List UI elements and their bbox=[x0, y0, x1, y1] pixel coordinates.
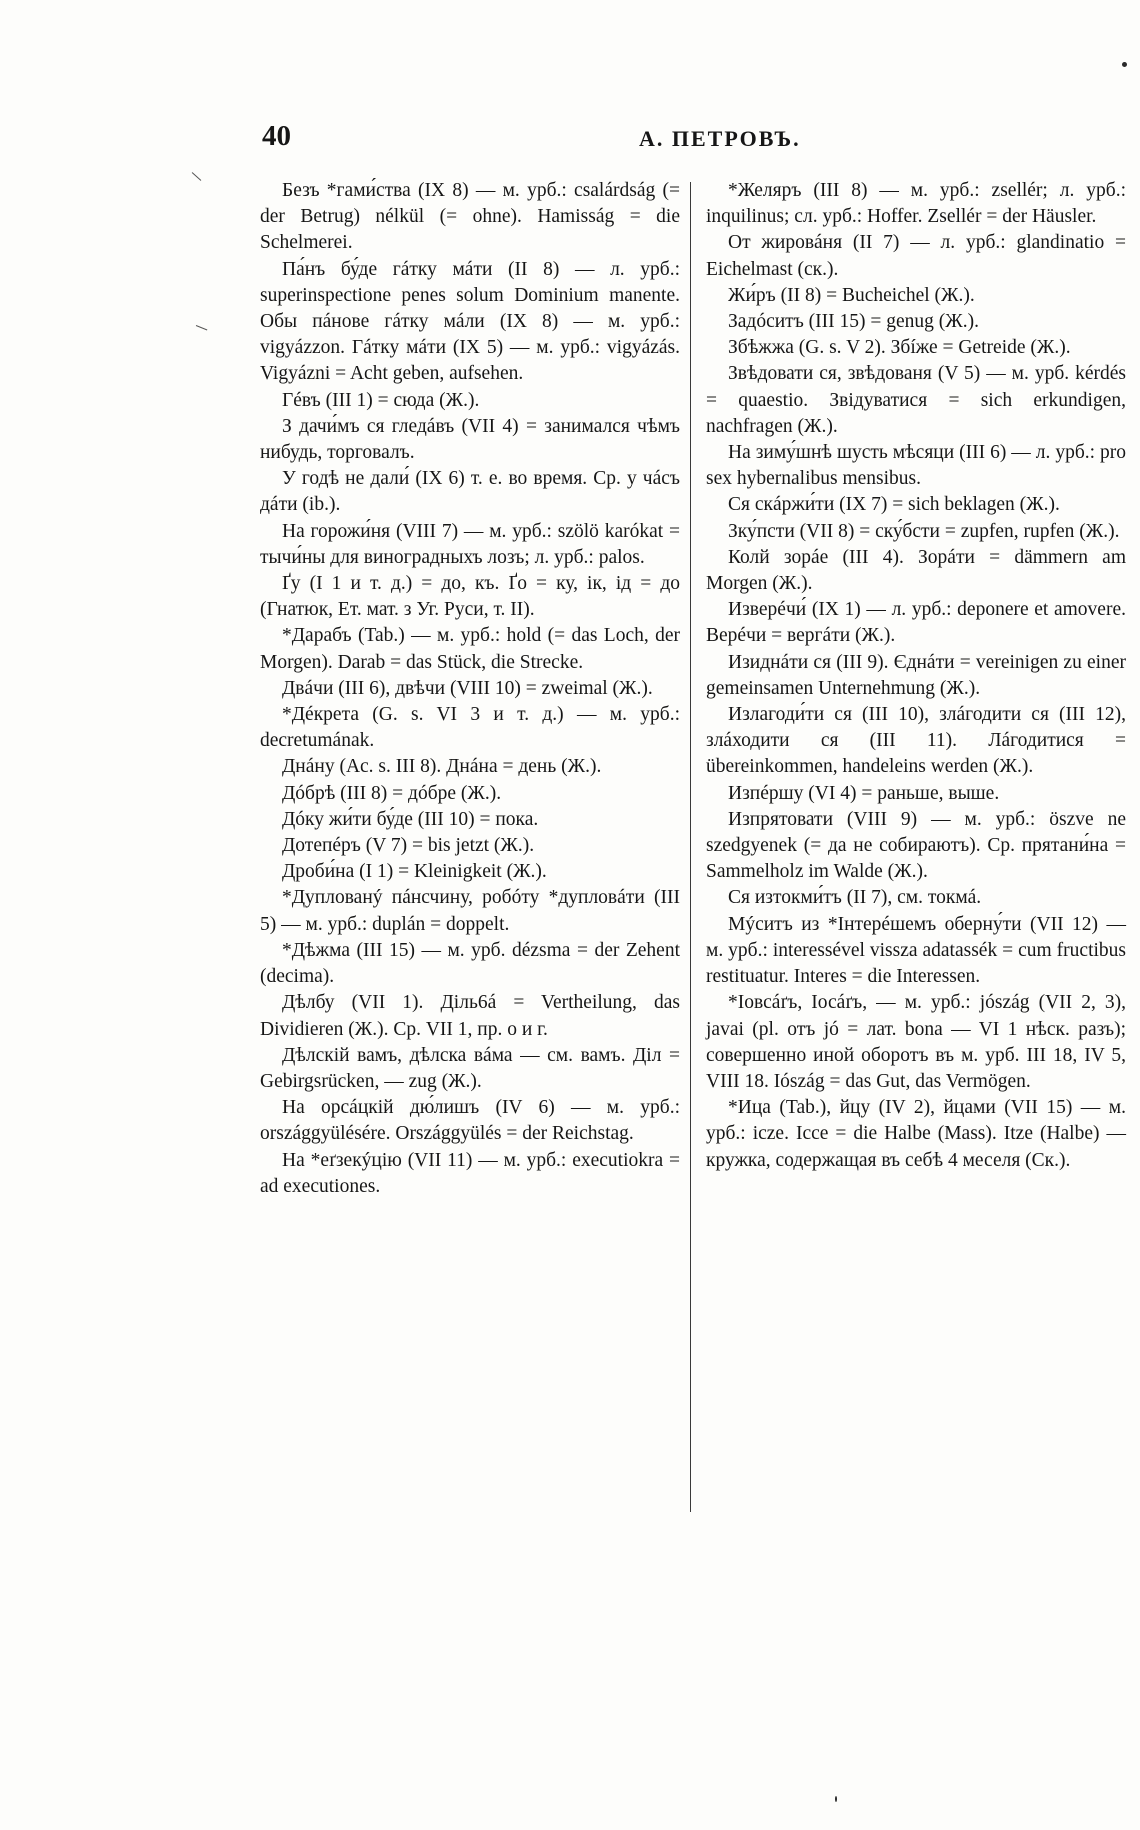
dictionary-entry: Безъ *гами́ства (IX 8) — м. урб.: csalárdság (= der Betrug) nélkül (= ohne). Hamisság = die Schelmerei. bbox=[260, 180, 680, 254]
dictionary-entry: Гéвъ (III 1) = сюда (Ж.). bbox=[282, 389, 480, 411]
dictionary-entry: Ґу (I 1 и т. д.) = до, къ. Ґо = ку, ік, ід = до (Гнатюк, Ет. мат. з Уг. Руси, т. II). bbox=[260, 573, 680, 621]
dictionary-entry: Изпéршу (VI 4) = раньше, выше. bbox=[728, 782, 1000, 804]
dictionary-entry: Изиднáти ся (III 9). Єднáти = vereinigen zu einer gemeinsamen Unternehmung (Ж.). bbox=[706, 651, 1126, 699]
dictionary-entry: *Дуплованý пáнсчину, робóту *дупловáти (III 5) — м. урб.: duplán = doppelt. bbox=[260, 887, 680, 935]
scan-mark bbox=[192, 172, 202, 181]
dictionary-entry: Звѣдовати ся, звѣдованя (V 5) — м. урб. kérdés = quaestio. Звідуватися = sich erkundigen, nachfragen (Ж.). bbox=[706, 363, 1126, 437]
dictionary-entry: Колй зорáе (III 4). Зорáти = dämmern am Morgen (Ж.). bbox=[706, 546, 1126, 595]
page-number: 40 bbox=[262, 120, 291, 152]
dictionary-entry: *Желяръ (III 8) — м. урб.: zsellér; л. урб.: inquilinus; сл. урб.: Hoffer. Zsellér = der Häusler. bbox=[706, 180, 1126, 228]
left-column bbox=[260, 178, 680, 1200]
dictionary-entry: *Іовсáґъ, Іосáґъ, — м. урб.: jószág (VII 2, 3), javai (pl. отъ jó = лат. bona — VI 1 нѣск. разъ); совершенно иной оборотъ въ м. урб. III 18, IV 5, VIII 18. Iószág = das Gut, das Vermögen. bbox=[706, 992, 1126, 1092]
dictionary-entry: Па́нъ бу́де гáтку мáти (II 8) — л. урб.: superinspectione penes solum Dominium manente. Обы пáнове гáтку мáли (IX 8) — м. урб.: vigyázzon. Гáтку мáти (IX 5) — м. урб.: vigyázás. Vigyázni = Acht geben, aufsehen. bbox=[260, 258, 680, 385]
dictionary-entry: Двáчи (III 6), двѣчи (VIII 10) = zweimal (Ж.). bbox=[282, 677, 653, 699]
dictionary-entry: Дѣлскій вамъ, дѣлска вáма — см. вамъ. Діл = Gebirgsrücken, — zug (Ж.). bbox=[260, 1044, 680, 1092]
dictionary-entry: Збѣжжа (G. s. V 2). Збíже = Getreide (Ж.). bbox=[728, 337, 1071, 359]
dictionary-entry: Изпрятовати (VIII 9) — м. урб.: öszve ne szedgyenek (= да не собираютъ). Ср. прятани́на = Sammelholz im Walde (Ж.). bbox=[706, 808, 1126, 883]
dictionary-entry: У годѣ не дали́ (IX 6) т. е. во время. Ср. у чáсъ дáти (ib.). bbox=[260, 468, 680, 516]
dictionary-entry: Ся изтокми́тъ (II 7), см. токмá. bbox=[728, 887, 982, 909]
dictionary-entry: Задóситъ (III 15) = genug (Ж.). bbox=[728, 311, 979, 333]
dictionary-entry: *Ица (Tab.), йцу (IV 2), йцами (VII 15) — м. урб.: icze. Icce = die Halbe (Mass). Itze (Halbe) — кружка, содержащая въ себѣ 4 меселя (Ск.). bbox=[706, 1097, 1126, 1171]
dictionary-entry: Дóбрѣ (III 8) = дóбре (Ж.). bbox=[282, 782, 502, 804]
column-divider bbox=[690, 182, 691, 1512]
dictionary-entry: На горожи́ня (VIII 7) — м. урб.: szölö karókat = тычи́ны для виноградныхъ лозъ; л. урб.: palos. bbox=[260, 520, 680, 568]
dictionary-entry: На орсáцкій дю́лишъ (IV 6) — м. урб.: országgyülésére. Országgyülés = der Reichstag. bbox=[260, 1097, 680, 1145]
dictionary-entry: Жи́ръ (II 8) = Bucheichel (Ж.). bbox=[728, 284, 975, 306]
dictionary-entry: Зку́псти (VII 8) = ску́бсти = zupfen, rupfen (Ж.). bbox=[728, 520, 1120, 542]
dictionary-entry: Дѣлбу (VII 1). Діль6á = Vertheilung, das Dividieren (Ж.). Ср. VII 1, пр. о и г. bbox=[260, 992, 680, 1040]
dictionary-entry: Дотепéръ (V 7) = bis jetzt (Ж.). bbox=[282, 835, 535, 857]
dictionary-entry: Днáну (Ac. s. III 8). Днáна = день (Ж.). bbox=[282, 756, 602, 778]
dictionary-entry: *Дѣжма (III 15) — м. урб. dézsma = der Zehent (decima). bbox=[260, 939, 680, 988]
scan-speck bbox=[835, 1796, 837, 1802]
right-column bbox=[706, 178, 1126, 1174]
dictionary-entry: Дóку жи́ти бу́де (III 10) = пока. bbox=[282, 808, 539, 830]
dictionary-entry: *Дéкрета (G. s. VI 3 и т. д.) — м. урб.: decretumának. bbox=[260, 704, 680, 752]
running-title: А. ПЕТРОВЪ. bbox=[639, 126, 801, 151]
dictionary-entry: Изверéчи́ (IX 1) — л. урб.: deponere et amovere. Верéчи = вергáти (Ж.). bbox=[706, 599, 1126, 647]
dictionary-entry: Ся скáржи́ти (IX 7) = sich beklagen (Ж.). bbox=[728, 494, 1060, 516]
scan-mark bbox=[196, 325, 208, 331]
dictionary-entry: На зиму́шнѣ шусть мѣсяци (III 6) — л. урб.: pro sex hybernalibus mensibus. bbox=[706, 442, 1126, 490]
dictionary-entry: Излагоди́ти ся (III 10), злáгодити ся (III 12), злáходити ся (III 11). Лáгодитися = übereinkommen, handeleins werden (Ж.). bbox=[706, 704, 1126, 778]
dictionary-entry: На *еґзекýцію (VII 11) — м. урб.: executiokra = ad executiones. bbox=[260, 1149, 680, 1197]
scan-speck bbox=[1122, 62, 1127, 67]
dictionary-entry: *Дарабъ (Tab.) — м. урб.: hold (= das Loch, der Morgen). Darab = das Stück, die Strecke. bbox=[260, 625, 680, 673]
dictionary-entry: От жировáня (II 7) — л. урб.: glandinatio = Eichelmast (ск.). bbox=[706, 232, 1126, 280]
dictionary-entry: Мýситъ из *Інтерéшемъ оберну́ти (VII 12) — м. урб.: interessével vissza adatassék = cum fructibus restituatur. Interes = die Interessen. bbox=[706, 913, 1126, 988]
dictionary-entry: З дачи́мъ ся гледáвъ (VII 4) = занимался чѣмъ нибудь, торговалъ. bbox=[260, 415, 680, 464]
dictionary-entry: Дроби́на (I 1) = Kleinigkeit (Ж.). bbox=[282, 861, 547, 883]
